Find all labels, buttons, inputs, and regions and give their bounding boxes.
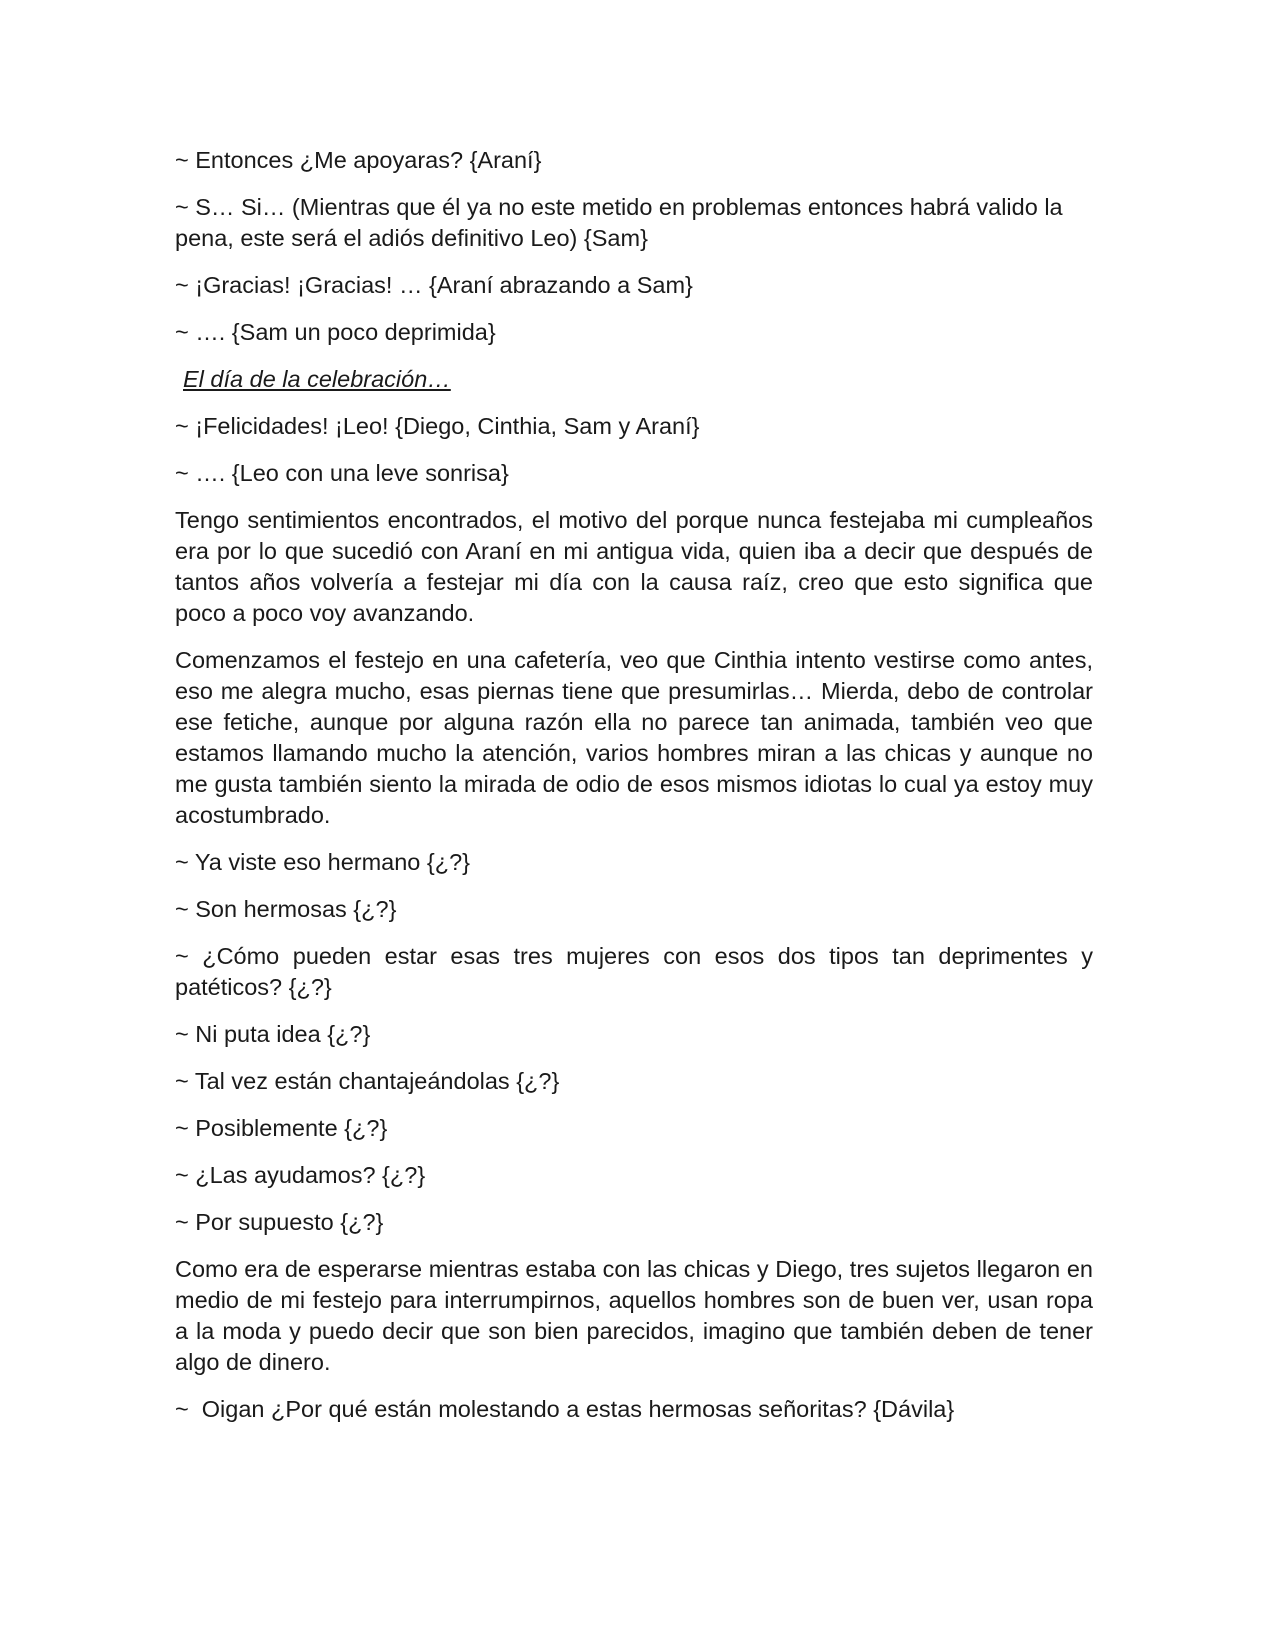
dialog-line: ~ ¡Gracias! ¡Gracias! … {Araní abrazando a Sam} <box>175 272 693 298</box>
dialog-line: ~ Por supuesto {¿?} <box>175 1209 384 1235</box>
prose-paragraph: Comenzamos el festejo en una cafetería, veo que Cinthia intento vestirse como antes, eso me alegra mucho, esas piernas tiene que presumirlas… Mierda, debo de controlar ese fetiche, aunque por alguna razón ella no parece tan animada, también veo que estamos llamando mucho la atención, varios hombres miran a las chicas y aunque no me gusta también siento la mirada de odio de esos mismos idiotas lo cual ya estoy muy acostumbrado. <box>175 647 1093 828</box>
document-page <box>175 145 1093 1441</box>
dialog-line: ~ ¿Las ayudamos? {¿?} <box>175 1162 426 1188</box>
dialog-line: ~ Entonces ¿Me apoyaras? {Araní} <box>175 147 542 173</box>
dialog-line: ~ Oigan ¿Por qué están molestando a estas hermosas señoritas? {Dávila} <box>175 1396 955 1422</box>
dialog-line: ~ Tal vez están chantajeándolas {¿?} <box>175 1068 560 1094</box>
dialog-line: ~ ¡Felicidades! ¡Leo! {Diego, Cinthia, Sam y Araní} <box>175 413 700 439</box>
dialog-line: ~ ¿Cómo pueden estar esas tres mujeres con esos dos tipos tan deprimentes y patéticos? {¿?} <box>175 943 1093 1000</box>
section-heading-text: El día de la celebración… <box>183 366 451 392</box>
section-heading <box>175 364 1093 395</box>
dialog-line: ~ …. {Sam un poco deprimida} <box>175 319 496 345</box>
dialog-line: ~ S… Si… (Mientras que él ya no este metido en problemas entonces habrá valido la pena, este será el adiós definitivo Leo) {Sam} <box>175 194 1063 251</box>
dialog-line: ~ Son hermosas {¿?} <box>175 896 397 922</box>
prose-paragraph: Tengo sentimientos encontrados, el motivo del porque nunca festejaba mi cumpleaños era por lo que sucedió con Araní en mi antigua vida, quien iba a decir que después de tantos años volvería a festejar mi día con la causa raíz, creo que esto significa que poco a poco voy avanzando. <box>175 507 1093 626</box>
dialog-line: ~ …. {Leo con una leve sonrisa} <box>175 460 509 486</box>
dialog-line: ~ Posiblemente {¿?} <box>175 1115 388 1141</box>
prose-paragraph: Como era de esperarse mientras estaba con las chicas y Diego, tres sujetos llegaron en medio de mi festejo para interrumpirnos, aquellos hombres son de buen ver, usan ropa a la moda y puedo decir que son bien parecidos, imagino que también deben de tener algo de dinero. <box>175 1256 1093 1375</box>
dialog-line: ~ Ya viste eso hermano {¿?} <box>175 849 471 875</box>
dialog-line: ~ Ni puta idea {¿?} <box>175 1021 371 1047</box>
